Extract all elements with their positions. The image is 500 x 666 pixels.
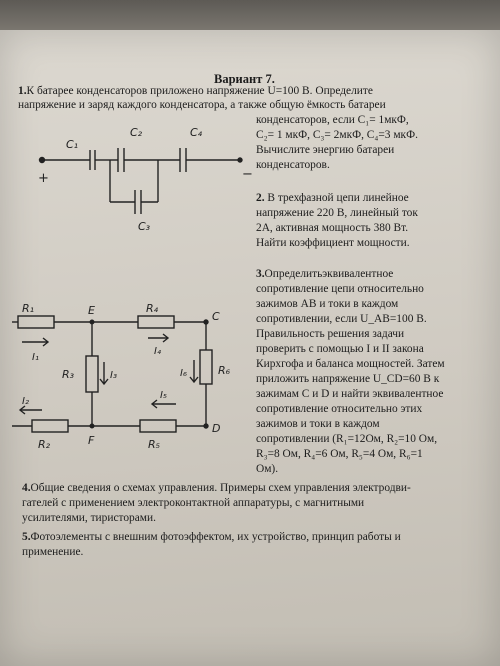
task3-line1: 3.Определитьэквивалентное bbox=[256, 268, 394, 280]
background-edge bbox=[0, 0, 500, 30]
task5-number: 5. bbox=[22, 531, 31, 543]
task3-line2: сопротивление цепи относительно bbox=[256, 283, 424, 295]
task4-line2: гателей с применением электроконтактной аппаратуры, с магнитными bbox=[22, 497, 365, 509]
label-i1: I₁ bbox=[32, 352, 39, 363]
task2-line3: 2А, активная мощность 380 Вт. bbox=[256, 222, 409, 234]
task4-number: 4. bbox=[22, 482, 31, 494]
task3-number: 3. bbox=[256, 268, 265, 280]
label-c4: C₄ bbox=[190, 126, 203, 139]
task3-line14: Ом). bbox=[256, 463, 279, 475]
task2-line1: 2. В трехфазной цепи линейное bbox=[256, 192, 409, 204]
label-r6: R₆ bbox=[218, 364, 231, 377]
task3-line8: приложить напряжение U_CD=60 В к bbox=[256, 373, 440, 385]
capacitor-diagram bbox=[30, 120, 260, 240]
resistor-circuit-diagram bbox=[8, 298, 248, 458]
label-c: C bbox=[212, 310, 220, 323]
label-d: D bbox=[212, 422, 221, 435]
task3-line5: Правильность решения задачи bbox=[256, 328, 405, 340]
task3-line7: Кирхгофа и баланса мощностей. Затем bbox=[256, 358, 445, 370]
label-r3: R₃ bbox=[62, 368, 75, 381]
label-i5: I₅ bbox=[160, 390, 167, 401]
page-title: Вариант 7. bbox=[214, 72, 275, 86]
task2-line4: Найти коэффициент мощности. bbox=[256, 237, 410, 249]
task1-line3: конденсаторов, если C₁= 1мкФ, bbox=[256, 114, 409, 126]
label-minus: − bbox=[242, 167, 253, 182]
task2-number: 2. bbox=[256, 192, 265, 204]
task3-line10: сопротивление относительно этих bbox=[256, 403, 423, 415]
label-i4: I₄ bbox=[154, 346, 161, 357]
task3-line13: R₃=8 Ом, R₄=6 Ом, R₅=4 Ом, R₆=1 bbox=[256, 448, 423, 460]
task5-line1: 5.Фотоэлементы с внешним фотоэффектом, их устройство, принцип работы и bbox=[22, 531, 401, 543]
label-i2: I₂ bbox=[22, 396, 29, 407]
task1-line2: напряжение и заряд каждого конденсатора, а также общую ёмкость батареи bbox=[18, 99, 386, 111]
task3-line3: зажимов АВ и токи в каждом bbox=[256, 298, 399, 310]
label-r1: R₁ bbox=[22, 302, 35, 315]
task4-line1: 4.Общие сведения о схемах управления. Примеры схем управления электродви- bbox=[22, 482, 411, 494]
task1-line1: 1.К батарее конденсаторов приложено напряжение U=100 В. Определите bbox=[18, 85, 373, 97]
label-r2: R₂ bbox=[38, 438, 51, 451]
label-e: E bbox=[88, 304, 95, 317]
label-r4: R₄ bbox=[146, 302, 159, 315]
task3-line4: сопротивлении, если U_AB=100 В. bbox=[256, 313, 427, 325]
task3-line9: зажимам C и D и найти эквивалентное bbox=[256, 388, 444, 400]
label-plus: + bbox=[38, 171, 49, 186]
label-c2: C₂ bbox=[130, 126, 143, 139]
task3-line6: проверить с помощью I и II закона bbox=[256, 343, 424, 355]
label-r5: R₅ bbox=[148, 438, 161, 451]
task1-number: 1. bbox=[18, 85, 27, 97]
task1-line4: C₂= 1 мкФ, C₃= 2мкФ, C₄=3 мкФ. bbox=[256, 129, 418, 141]
task1-line5: Вычислите энергию батареи bbox=[256, 144, 395, 156]
task4-line3: усилителями, тиристорами. bbox=[22, 512, 156, 524]
task1-line6: конденсаторов. bbox=[256, 159, 330, 171]
label-i3: I₃ bbox=[110, 370, 117, 381]
label-c1: C₁ bbox=[66, 138, 79, 151]
label-f: F bbox=[88, 434, 95, 447]
label-i6: I₆ bbox=[180, 368, 187, 379]
task2-line2: напряжение 220 В, линейный ток bbox=[256, 207, 418, 219]
task3-line12: сопротивлении (R₁=12Ом, R₂=10 Ом, bbox=[256, 433, 438, 445]
label-c3: C₃ bbox=[138, 220, 151, 233]
task3-line11: зажимов и токи в каждом bbox=[256, 418, 380, 430]
task5-line2: применение. bbox=[22, 546, 84, 558]
